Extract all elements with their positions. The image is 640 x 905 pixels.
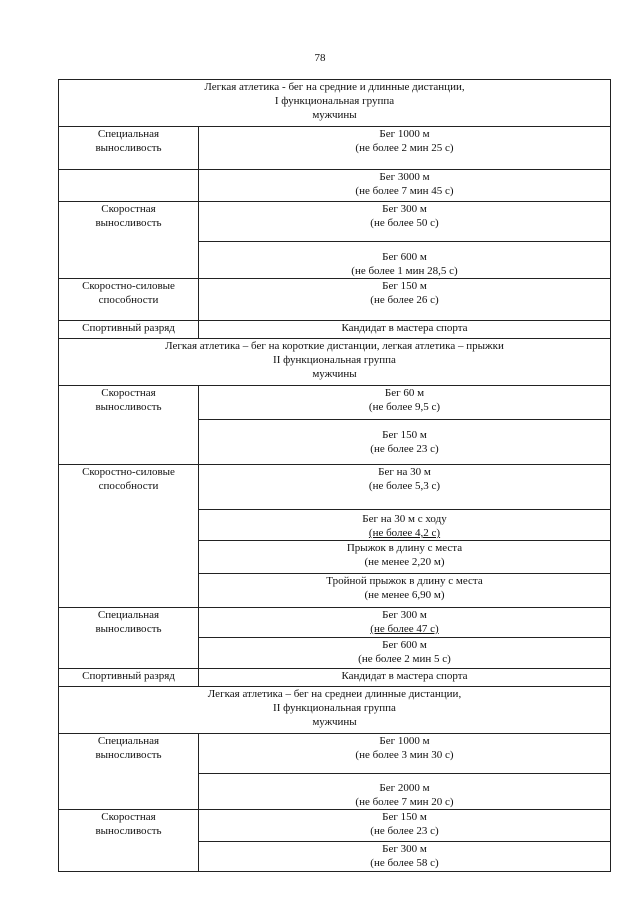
- section-group: I функциональная группа: [274, 95, 395, 107]
- test-name: Прыжок в длину с места: [346, 542, 463, 554]
- quality-label: способности: [98, 480, 159, 492]
- rank-value: Кандидат в мастера спорта: [199, 321, 611, 339]
- quality-cell: [59, 608, 199, 669]
- test-name: Бег на 30 м с ходу: [362, 513, 447, 525]
- test-norm: (не более 58 с): [370, 857, 439, 869]
- test-name: Бег 300 м: [382, 843, 427, 855]
- quality-cell: [59, 810, 199, 872]
- table-row: [59, 465, 611, 510]
- test-norm: (не более 23 с): [370, 825, 439, 837]
- section-header-row: [59, 339, 611, 386]
- test-norm: (не менее 2,20 м): [364, 556, 445, 568]
- test-cell: [199, 202, 611, 242]
- rank-value: Кандидат в мастера спорта: [199, 669, 611, 687]
- quality-label: Скоростно-силовые: [82, 280, 175, 292]
- rank-row: [59, 669, 611, 687]
- test-name: Бег на 30 м: [378, 466, 431, 478]
- quality-label: Специальная: [97, 609, 160, 621]
- test-cell: [199, 386, 611, 420]
- table-row: [59, 170, 611, 202]
- test-norm: (не более 2 мин 5 с): [358, 653, 451, 665]
- test-norm: (не более 9,5 с): [368, 401, 441, 413]
- test-cell: [199, 279, 611, 321]
- page-number: 78: [314, 52, 326, 64]
- section-header-row: [59, 687, 611, 734]
- table-row: [59, 810, 611, 842]
- test-name: Бег 150 м: [382, 280, 427, 292]
- test-norm: (не более 7 мин 20 с): [355, 796, 454, 808]
- test-name: Бег 600 м: [382, 639, 427, 651]
- quality-label: выносливость: [95, 401, 162, 413]
- section-gender: мужчины: [312, 716, 357, 728]
- test-norm: (не более 3 мин 30 с): [355, 749, 454, 761]
- test-norm: (не более 47 с): [370, 623, 439, 635]
- test-norm: (не более 2 мин 25 с): [355, 142, 454, 154]
- test-norm: (не более 5,3 с): [368, 480, 441, 492]
- rank-label: Спортивный разряд: [59, 321, 199, 339]
- test-cell: [199, 574, 611, 608]
- test-name: Бег 300 м: [382, 203, 427, 215]
- test-norm: (не более 1 мин 28,5 с): [351, 265, 458, 277]
- quality-cell: [59, 279, 199, 321]
- section-group: II функциональная группа: [273, 354, 396, 366]
- test-norm: (не более 26 с): [370, 294, 439, 306]
- section-title: Легкая атлетика – бег на среднеи длинные дистанции,: [207, 688, 462, 700]
- quality-label: Скоростная: [101, 811, 156, 823]
- test-cell: [199, 774, 611, 810]
- test-norm: (не более 23 с): [370, 443, 439, 455]
- test-name: Бег 300 м: [382, 609, 427, 621]
- test-cell: [199, 842, 611, 872]
- test-cell: [199, 810, 611, 842]
- test-cell: [199, 638, 611, 669]
- test-norm: (не более 50 с): [370, 217, 439, 229]
- test-norm: (не более 7 мин 45 с): [355, 185, 454, 197]
- test-cell: [199, 420, 611, 465]
- test-name: Бег 60 м: [384, 387, 425, 399]
- quality-cell: [59, 170, 199, 202]
- section-gender: мужчины: [312, 109, 357, 121]
- test-name: Бег 1000 м: [379, 735, 430, 747]
- section-header: [59, 80, 611, 127]
- quality-label: способности: [98, 294, 159, 306]
- quality-label: Скоростная: [101, 203, 156, 215]
- test-name: Бег 150 м: [382, 811, 427, 823]
- test-name: Бег 150 м: [382, 429, 427, 441]
- test-cell: [199, 541, 611, 574]
- quality-label: Специальная: [97, 128, 160, 140]
- rank-row: [59, 321, 611, 339]
- table-row: [59, 734, 611, 774]
- section-header: [59, 339, 611, 386]
- quality-cell: [59, 734, 199, 810]
- standards-table: [58, 79, 611, 872]
- test-name: Бег 2000 м: [379, 782, 430, 794]
- table-row: [59, 608, 611, 638]
- quality-label: выносливость: [95, 623, 162, 635]
- quality-cell: [59, 386, 199, 465]
- quality-cell: [59, 127, 199, 170]
- section-gender: мужчины: [312, 368, 357, 380]
- test-name: Бег 600 м: [382, 251, 427, 263]
- test-norm: (не более 4,2 с): [368, 527, 441, 539]
- test-norm: (не менее 6,90 м): [364, 589, 445, 601]
- rank-label: Спортивный разряд: [59, 669, 199, 687]
- section-title: Легкая атлетика - бег на средние и длинные дистанции,: [204, 81, 465, 93]
- section-title: Легкая атлетика – бег на короткие дистанции, легкая атлетика – прыжки: [165, 340, 504, 352]
- quality-label: выносливость: [95, 825, 162, 837]
- test-name: Бег 3000 м: [379, 171, 430, 183]
- test-cell: [199, 734, 611, 774]
- quality-label: Специальная: [97, 735, 160, 747]
- test-cell: [199, 465, 611, 510]
- test-cell: [199, 170, 611, 202]
- table-row: [59, 279, 611, 321]
- quality-cell: [59, 202, 199, 279]
- test-cell: [199, 127, 611, 170]
- quality-label: Скоростная: [101, 387, 156, 399]
- quality-cell: [59, 465, 199, 608]
- section-header: [59, 687, 611, 734]
- test-name: Бег 1000 м: [379, 128, 430, 140]
- test-cell: [199, 608, 611, 638]
- quality-label: выносливость: [95, 142, 162, 154]
- section-header-row: [59, 80, 611, 127]
- quality-label: выносливость: [95, 217, 162, 229]
- table-row: [59, 386, 611, 420]
- test-cell: [199, 510, 611, 541]
- table-row: [59, 127, 611, 170]
- table-row: [59, 202, 611, 242]
- quality-label: выносливость: [95, 749, 162, 761]
- quality-label: Скоростно-силовые: [82, 466, 175, 478]
- test-cell: [199, 242, 611, 279]
- section-group: II функциональная группа: [273, 702, 396, 714]
- test-name: Тройной прыжок в длину с места: [326, 575, 483, 587]
